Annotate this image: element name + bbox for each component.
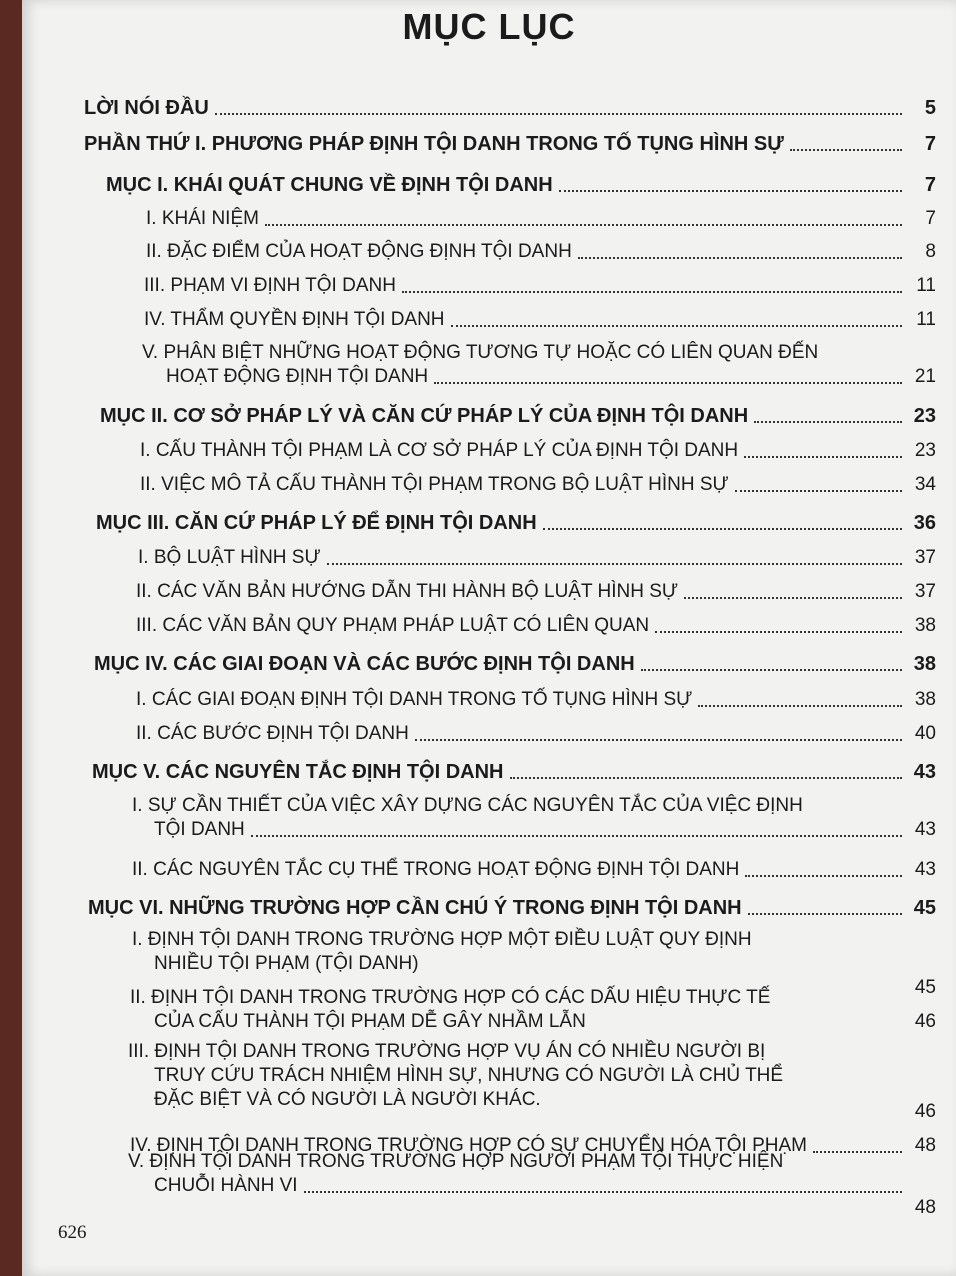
toc-page-number: 40 (914, 723, 936, 744)
toc-page-number: 21 (914, 366, 936, 387)
toc-entry (140, 439, 936, 463)
toc-label: III. PHẠM VI ĐỊNH TỘI DANH (144, 275, 396, 296)
toc-page-number: 43 (914, 819, 936, 840)
toc-entry (136, 688, 936, 712)
toc-entry (84, 96, 936, 120)
dot-leader (451, 325, 902, 327)
toc-label: MỤC V. CÁC NGUYÊN TẮC ĐỊNH TỘI DANH (92, 761, 504, 783)
dot-leader (735, 490, 902, 492)
dot-leader (754, 421, 902, 423)
toc-label: LỜI NÓI ĐẦU (84, 97, 209, 119)
dot-leader (215, 113, 902, 115)
dot-leader (745, 875, 902, 877)
toc-page-number: 11 (916, 309, 936, 330)
toc-page-row (130, 1196, 936, 1220)
toc-label: IV. ĐỊNH TỘI DANH TRONG TRƯỜNG HỢP CÓ SỰ CHUYỂN HÓA TỘI PHẠM (130, 1135, 808, 1156)
toc-entry (146, 207, 936, 231)
toc-page-number: 7 (924, 133, 936, 155)
dot-leader (543, 528, 902, 530)
toc-page-number: 48 (914, 1135, 936, 1156)
toc-page-number: 23 (913, 405, 936, 427)
toc-entry (138, 546, 936, 570)
toc-page-number: 34 (914, 474, 936, 495)
toc-entry (136, 580, 936, 604)
toc-label: MỤC I. KHÁI QUÁT CHUNG VỀ ĐỊNH TỘI DANH (106, 174, 553, 196)
toc-label: II. CÁC NGUYÊN TẮC CỤ THỂ TRONG HOẠT ĐỘNG ĐỊNH TỘI DANH (132, 859, 740, 880)
toc-page-number: 38 (914, 615, 936, 636)
dot-leader (251, 835, 902, 837)
toc-entry (136, 722, 936, 746)
dot-leader (434, 382, 902, 384)
toc-label: MỤC II. CƠ SỞ PHÁP LÝ VÀ CĂN CỨ PHÁP LÝ CỦA ĐỊNH TỘI DANH (100, 405, 749, 427)
toc-label-line: TRUY CỨU TRÁCH NHIỆM HÌNH SỰ, NHƯNG CÓ NGƯỜI LÀ CHỦ THỂ (154, 1065, 784, 1086)
dot-leader (748, 913, 902, 915)
toc-label: IV. THẨM QUYỀN ĐỊNH TỘI DANH (144, 309, 445, 330)
toc-label: PHẦN THỨ I. PHƯƠNG PHÁP ĐỊNH TỘI DANH TRONG TỐ TỤNG HÌNH SỰ (84, 133, 784, 155)
toc-entry (106, 173, 936, 197)
toc-label: HOẠT ĐỘNG ĐỊNH TỘI DANH (166, 366, 429, 387)
toc-page-number: 45 (913, 897, 936, 919)
toc-last-line (154, 818, 936, 842)
page-folio-number: 626 (58, 1222, 87, 1243)
toc-entry-multiline (132, 794, 936, 842)
toc-page-number: 5 (924, 97, 936, 119)
toc-label: CỦA CẤU THÀNH TỘI PHẠM DỄ GÂY NHẦM LẪN (154, 1011, 586, 1032)
toc-label: II. ĐẶC ĐIỂM CỦA HOẠT ĐỘNG ĐỊNH TỘI DANH (146, 241, 572, 262)
toc-entry (94, 652, 936, 676)
toc-last-line (154, 1010, 936, 1034)
toc-entry (144, 274, 936, 298)
toc-entry-multiline (128, 1150, 936, 1198)
toc-page-number: 37 (914, 581, 936, 602)
toc-entry-multiline (130, 986, 936, 1034)
toc-label: I. CẤU THÀNH TỘI PHẠM LÀ CƠ SỞ PHÁP LÝ CỦA ĐỊNH TỘI DANH (140, 440, 739, 461)
toc-entry (132, 858, 936, 882)
toc-entry (84, 132, 936, 156)
toc-page-number: 45 (914, 977, 936, 998)
toc-label: I. CÁC GIAI ĐOẠN ĐỊNH TỘI DANH TRONG TỐ TỤNG HÌNH SỰ (136, 689, 693, 710)
toc-last-line (166, 365, 936, 389)
toc-page-number: 43 (913, 761, 936, 783)
toc-page-number: 37 (914, 547, 936, 568)
toc-label: II. CÁC VĂN BẢN HƯỚNG DẪN THI HÀNH BỘ LUẬT HÌNH SỰ (136, 581, 679, 602)
toc-label-line: II. ĐỊNH TỘI DANH TRONG TRƯỜNG HỢP CÓ CÁC DẤU HIỆU THỰC TẾ (130, 987, 771, 1008)
toc-entry (146, 240, 936, 264)
toc-label-line: I. ĐỊNH TỘI DANH TRONG TRƯỜNG HỢP MỘT ĐIỀU LUẬT QUY ĐỊNH (132, 929, 752, 950)
dot-leader (402, 291, 902, 293)
toc-entry (100, 404, 936, 428)
toc-page-number: 46 (914, 1101, 936, 1122)
toc-label: MỤC IV. CÁC GIAI ĐOẠN VÀ CÁC BƯỚC ĐỊNH TỘI DANH (94, 653, 635, 675)
toc-entry (136, 614, 936, 638)
dot-leader (655, 631, 902, 633)
toc-label: II. VIỆC MÔ TẢ CẤU THÀNH TỘI PHẠM TRONG BỘ LUẬT HÌNH SỰ (140, 474, 729, 495)
toc-label-line: I. SỰ CẦN THIẾT CỦA VIỆC XÂY DỰNG CÁC NGUYÊN TẮC CỦA VIỆC ĐỊNH (132, 795, 803, 816)
toc-page-row (132, 1100, 936, 1124)
toc-entry (88, 896, 936, 920)
dot-leader (744, 456, 902, 458)
toc-page-number: 11 (916, 275, 936, 296)
toc-page-number: 23 (914, 440, 936, 461)
toc-entry-multiline (142, 341, 936, 389)
toc-page-number: 43 (914, 859, 936, 880)
toc-label: I. BỘ LUẬT HÌNH SỰ (138, 547, 321, 568)
toc-page-number: 36 (913, 512, 936, 534)
toc-label-line: V. ĐỊNH TỘI DANH TRONG TRƯỜNG HỢP NGƯỜI PHẠM TỘI THỰC HIỆN (128, 1151, 784, 1172)
toc-page-number: 8 (925, 241, 936, 262)
toc-entry (144, 308, 936, 332)
toc-entry (92, 760, 936, 784)
toc-page-number: 38 (914, 689, 936, 710)
toc-label: CHUỖI HÀNH VI (154, 1175, 298, 1196)
dot-leader (698, 705, 902, 707)
dot-leader (510, 777, 903, 779)
dot-leader (327, 563, 902, 565)
toc-label: NHIỀU TỘI PHẠM (TỘI DANH) (154, 953, 419, 974)
page-title: MỤC LỤC (402, 6, 576, 47)
dot-leader (578, 257, 902, 259)
dot-leader (684, 597, 902, 599)
dot-leader (641, 669, 902, 671)
toc-page-number: 38 (913, 653, 936, 675)
dot-leader (265, 224, 902, 226)
toc-page-number: 46 (914, 1011, 936, 1032)
toc-label: MỤC VI. NHỮNG TRƯỜNG HỢP CẦN CHÚ Ý TRONG ĐỊNH TỘI DANH (88, 897, 742, 919)
toc-label: III. CÁC VĂN BẢN QUY PHẠM PHÁP LUẬT CÓ LIÊN QUAN (136, 615, 650, 636)
toc-page-number: 48 (914, 1197, 936, 1218)
toc-label: TỘI DANH (154, 819, 245, 840)
toc-label: I. KHÁI NIỆM (146, 208, 259, 229)
toc-page-number: 7 (925, 208, 936, 229)
toc-label-line: V. PHÂN BIỆT NHỮNG HOẠT ĐỘNG TƯƠNG TỰ HOẶC CÓ LIÊN QUAN ĐẾN (142, 342, 819, 363)
toc-last-line (154, 1174, 936, 1198)
dot-leader (304, 1191, 902, 1193)
toc-entry (96, 511, 936, 535)
dot-leader (559, 190, 902, 192)
book-page (22, 0, 956, 1276)
toc-label-line: ĐẶC BIỆT VÀ CÓ NGƯỜI LÀ NGƯỜI KHÁC. (154, 1089, 541, 1110)
dot-leader (790, 149, 902, 151)
toc-entry (140, 473, 936, 497)
toc-label-line: III. ĐỊNH TỘI DANH TRONG TRƯỜNG HỢP VỤ ÁN CÓ NHIỀU NGƯỜI BỊ (128, 1041, 766, 1062)
dot-leader (415, 739, 902, 741)
toc-page-number: 7 (924, 174, 936, 196)
toc-label: MỤC III. CĂN CỨ PHÁP LÝ ĐỂ ĐỊNH TỘI DANH (96, 512, 537, 534)
toc-label: II. CÁC BƯỚC ĐỊNH TỘI DANH (136, 723, 409, 744)
